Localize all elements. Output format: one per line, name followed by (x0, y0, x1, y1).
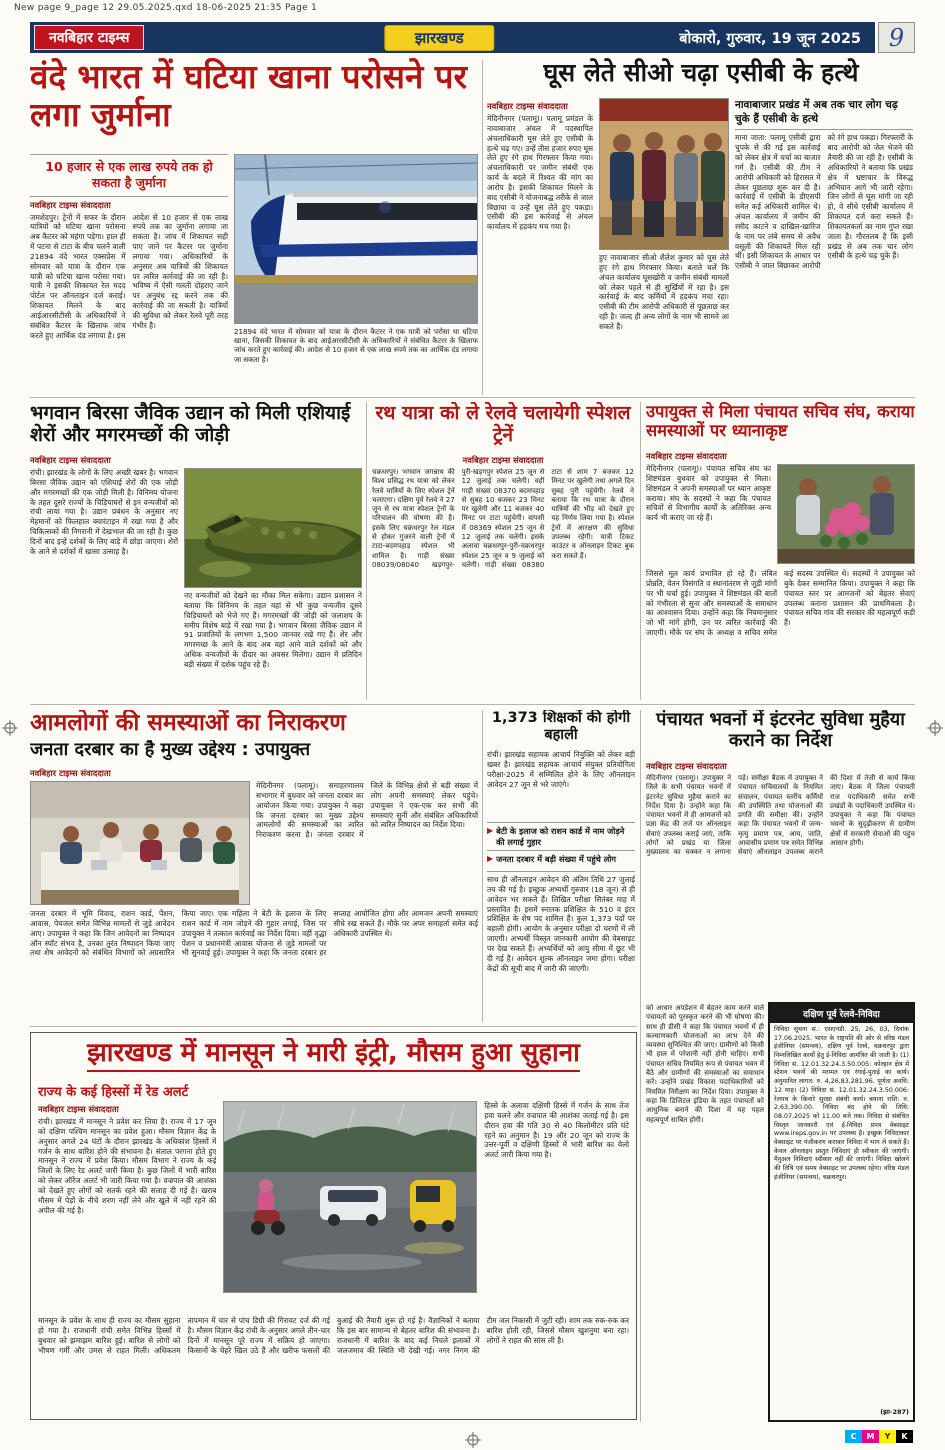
article-body: जनता दरबार में भूमि विवाद, राशन कार्ड, पेंशन, आवास, पेयजल समेत विभिन्न मामलों से जुड़े आवेदन आए। उपायुक्त ने कहा कि जिन आवेदनों का निष्पादन ऑन स्पॉट संभव है, उनका तुरंत निष्पादन किया जाए तथा शेष आवेदनों को संबंधित विभागों को अग्रसारित किया जाए। एक महिला ने बेटी के इलाज के लिए राशन कार्ड में नाम जोड़ने की गुहार लगाई, जिस पर उपायुक्त ने तत्काल कार्रवाई का निर्देश दिया। वहीं वृद्धा पेंशन व प्रधानमंत्री आवास योजना से जुड़े मामलों पर भी सुनवाई हुई। उपायुक्त ने कहा कि जनता दरबार हर सप्ताह आयोजित होगा और आमजन अपनी समस्याएं सीधे रख सकते हैं। मौके पर अपर समाहर्ता समेत कई अधिकारी उपस्थित थे। (30, 909, 478, 958)
article-body: हिस्से के अलावा दक्षिणी हिस्से में गर्जन के साथ तेज हवा चलने और वज्रपात की आशंका जताई गई है। इस दौरान हवा की गति 30 से 40 किलोमीटर प्रति घंटे रहने का अनुमान है। 19 और 20 जून को राज्य के उत्तर-पूर्वी व दक्षिणी हिस्सों में भारी बारिश का येलो अलर्ट जारी किया गया है। (484, 1101, 629, 1160)
divider (482, 60, 483, 395)
article-janta-darbar (30, 710, 478, 1022)
registration-mark-icon (927, 720, 943, 736)
article-rath-yatra-trains (372, 402, 634, 700)
rain-street-photo (223, 1101, 477, 1293)
byline: नवबिहार टाइम्स संवाददाता (487, 101, 568, 111)
article-subhead: 10 हजार से एक लाख रुपये तक हो सकता है जुर्माना (30, 154, 228, 197)
article-headline (38, 1038, 629, 1076)
cmyk-yellow-swatch: Y (879, 1430, 896, 1443)
article-headline: रथ यात्रा को ले रेलवे चलायेगी स्पेशल ट्रेनें (375, 402, 631, 447)
byline: नवबिहार टाइम्स संवाददाता (646, 761, 727, 771)
article-headline: आमलोगों की समस्याओं का निराकरण (30, 710, 346, 736)
tender-notice (768, 1002, 915, 1422)
bouquet-meeting-photo (777, 464, 915, 564)
cmyk-magenta-swatch: M (862, 1430, 879, 1443)
article-body: चक्रधरपुर। भगवान जगन्नाथ की विश्व प्रसिद्ध रथ यात्रा को लेकर रेलवे यात्रियों के लिए स्पेशल ट्रेनें चलाएगा। दक्षिण पूर्व रेलवे ने 27 जून से रथ यात्रा स्पेशल ट्रेनों के परिचालन की घोषणा की है। इसके लिए चक्रधरपुर रेल मंडल से होकर गुजरने वाली ट्रेनों में टाटा-बदमपहाड़ स्पेशल भी शामिल है। गाड़ी संख्या 08039/08040 खड़गपुर-पुरी-खड़गपुर स्पेशल 25 जून से 12 जुलाई तक चलेगी। वहीं गाड़ी संख्या 08370 बदमपहाड़ से सुबह 10 बजकर 23 मिनट पर खुलेगी और 11 बजकर 40 मिनट पर टाटा पहुंचेगी। वापसी में 08369 स्पेशल 25 जून से 12 जुलाई तक चलेगी। इसके अलावा चक्रधरपुर-पुरी-चक्रधरपुर स्पेशल 25 जून व 9 जुलाई को चलेगी। गाड़ी संख्या 08380 टाटा से शाम 7 बजकर 12 मिनट पर खुलेगी तथा अगले दिन सुबह पुरी पहुंचेगी। रेलवे ने बताया कि रथ यात्रा के दौरान यात्रियों की भीड़ को देखते हुए यह निर्णय लिया गया है। स्पेशल ट्रेनों में आरक्षण की सुविधा उपलब्ध रहेगी। यात्री टिकट काउंटर व ऑनलाइन टिकट बुक करा सकते हैं। (372, 468, 634, 569)
article-headline: 1,373 शिक्षकों की होगी बहाली (491, 710, 631, 743)
arrow-bullet-icon: ▶ (487, 826, 494, 835)
highlight-item (487, 822, 635, 850)
divider (482, 710, 483, 1022)
article-headline: उपायुक्त से मिला पंचायत सचिव संघ, कराया समस्याओं पर ध्यानाकृष्ट (646, 402, 915, 441)
print-slug-line: New page 9_page 12 29.05.2025.qxd 18-06-2025 21:35 Page 1 (14, 3, 318, 13)
article-headline: भगवान बिरसा जैविक उद्यान को मिली एशियाई शेरों और मगरमच्छों की जोड़ी (30, 402, 351, 447)
cmyk-registration-bar (845, 1430, 913, 1443)
registration-mark-icon (2, 720, 18, 736)
article-body: रांची। झारखंड में मानसून ने प्रवेश कर लिया है। राज्य में 17 जून को दक्षिण पश्चिम मानसून का प्रवेश हुआ। मौसम विज्ञान केंद्र के अनुसार अगले 24 घंटों के दौरान झारखंड के अधिकांश हिस्सों में गर्जन के साथ बारिश होने की संभावना है। संताल परगना होते हुए मानसून ने राज्य में प्रवेश किया। मौसम विभाग ने राज्य के कई जिलों के लिए रेड अलर्ट जारी किया है। कुछ जिलों में भारी बारिश को लेकर ऑरेंज अलर्ट भी जारी किया गया है। वज्रपात की आशंका को देखते हुए लोगों को सतर्क रहने की सलाह दी गई है। खराब मौसम में पेड़ों के नीचे शरण नहीं लेने और खुले में नहीं रहने की अपील की गई है। (38, 1117, 217, 1215)
article-monsoon (30, 1032, 637, 1420)
article-panchayat-internet (646, 710, 915, 1002)
article-headline: पंचायत भवनों में इंटरनेट सुविधा मुहैया कराने का निर्देश (656, 710, 905, 751)
headline-text: झारखण्ड में मानसून ने मारी इंट्री, मौसम हुआ सुहाना (87, 1038, 580, 1072)
highlight-item (487, 850, 635, 868)
tender-reference: (झा-287) (880, 1408, 909, 1416)
photo-caption: 21894 वंदे भारत में सोमवार को यात्रा के दौरान कैटरर ने एक यात्री को परोसा था घटिया खाना, जिसकी शिकायत के बाद आईआरसीटीसी के अधिकारियों ने संबंधित कैटरर के खिलाफ जांच करते हुए कार्रवाई की। आदेश से 10 हजार से एक लाख रुपये तक का आर्थिक दंड लगाया जा सकता है। (234, 327, 478, 364)
divider (640, 710, 641, 1422)
byline: नवबिहार टाइम्स संवाददाता (646, 451, 727, 461)
cmyk-cyan-swatch: C (845, 1430, 862, 1443)
article-panchayat-sachiv (646, 402, 915, 700)
article-acb-arrest (487, 58, 915, 398)
article-body: मेदिनीनगर (पलामू)। उपायुक्त ने जिले के सभी पंचायत भवनों में इंटरनेट सुविधा मुहैया कराने का निर्देश दिया है। उन्होंने कहा कि पंचायत भवनों में ही आमजनों को प्रज्ञा केंद्र की तर्ज पर ऑनलाइन सेवाएं उपलब्ध कराई जाएं, ताकि लोगों को प्रखंड या जिला मुख्यालय का चक्कर न लगाना पड़े। समीक्षा बैठक में उपायुक्त ने पंचायत सचिवालयों के नियमित संचालन, पंचायत स्तरीय कर्मियों की उपस्थिति तथा योजनाओं की प्रगति की समीक्षा की। उन्होंने कहा कि पंचायत भवनों में जन्म-मृत्यु प्रमाण पत्र, आय, जाति, आवासीय प्रमाण पत्र समेत विभिन्न सेवाएं ऑनलाइन उपलब्ध कराने की दिशा में तेजी से कार्य किया जाए। बैठक में जिला पंचायती राज पदाधिकारी समेत सभी प्रखंडों के पदाधिकारी उपस्थित थे। उपायुक्त ने कहा कि पंचायत भवनों के सुदृढ़ीकरण से ग्रामीण क्षेत्रों में सरकारी सेवाओं की पहुंच आसान होगी। (646, 774, 915, 857)
article-body: साथ ही ऑनलाइन आवेदन की अंतिम तिथि 27 जुलाई तय की गई है। इच्छुक अभ्यर्थी गुरुवार (18 जून) से ही आवेदन भर सकते हैं। लिखित परीक्षा सितंबर माह में प्रस्तावित है। इसमें स्नातक प्रशिक्षित के 510 व इंटर प्रशिक्षित के शेष पद शामिल हैं। कुल 1,373 पदों पर बहाली होगी। आयोग के अनुसार परीक्षा दो चरणों में ली जाएगी। अभ्यर्थी विस्तृत जानकारी आयोग की वेबसाइट पर देख सकते हैं। अभ्यर्थियों को आयु सीमा में छूट भी दी गई है। आवेदन शुल्क ऑनलाइन जमा होगा। परीक्षा केंद्रों की सूची बाद में जारी की जाएगी। (487, 871, 635, 1011)
article-body: मेदिनीनगर (पलामू)। समाहरणालय सभागार में बुधवार को जनता दरबार का आयोजन किया गया। उपायुक्त ने कहा कि जनता दरबार का मुख्य उद्देश्य आमलोगों की समस्याओं का त्वरित निराकरण करना है। जनता दरबार में जिले के विभिन्न क्षेत्रों से बड़ी संख्या में लोग अपनी समस्याएं लेकर पहुंचे। उपायुक्त ने एक-एक कर सभी की समस्याएं सुनीं और संबंधित अधिकारियों को त्वरित निष्पादन का निर्देश दिया। (256, 781, 478, 840)
byline: नवबिहार टाइम्स संवाददाता (462, 455, 544, 465)
article-subhead: नावाबाजार प्रखंड में अब तक चार लोग चढ़ चुके हैं एसीबी के हत्थे (735, 98, 913, 130)
divider (30, 1026, 637, 1027)
arrow-bullet-icon: ▶ (487, 854, 494, 864)
tender-title: दक्षिण पूर्व रेलवे-निविदा (770, 1004, 913, 1023)
article-panchayat-internet-continuation (646, 1004, 764, 1420)
article-vande-bharat (30, 58, 478, 398)
acb-arrest-photo (599, 98, 729, 250)
article-body: मेदिनीनगर (पलामू)। पंचायत सचिव संघ का शिष्टमंडल बुधवार को उपायुक्त से मिला। शिष्टमंडल ने अपनी समस्याओं पर ध्यान आकृष्ट कराया। संघ के सदस्यों ने कहा कि पंचायत सचिवों से विभागीय कार्यों के अतिरिक्त अन्य कार्य भी कराए जा रहे हैं। (646, 464, 771, 523)
article-body: रांची। झारखंड के लोगों के लिए अच्छी खबर है। भगवान बिरसा जैविक उद्यान को एशियाई शेरों की एक जोड़ी और मगरमच्छों की एक जोड़ी मिली है। विनिमय योजना के तहत दूसरे राज्यों के चिड़ियाघरों से इन वन्यजीवों को रांची लाया गया है। उद्यान प्रबंधन के अनुसार नए मेहमानों को फिलहाल क्वारंटाइन में रखा गया है और चिकित्सकों की निगरानी में देखभाल की जा रही है। कुछ दिनों बाद इन्हें दर्शकों के लिए बाड़े में छोड़ा जाएगा। शेरों के आने से दर्शकों में खासा उत्साह है। (30, 468, 178, 556)
byline: नवबिहार टाइम्स संवाददाता (30, 768, 111, 778)
article-subheadline: जनता दरबार का है मुख्य उद्देश्य : उपायुक्त (30, 740, 311, 760)
article-body: रांची। झारखंड सहायक आचार्य नियुक्ति को लेकर बड़ी खबर है। झारखंड सहायक आचार्य संयुक्त प्रतियोगिता परीक्षा-2025 में सम्मिलित होने के लिए ऑनलाइन आवेदन 27 जून से भरे जाएंगे। (487, 750, 635, 789)
byline: नवबिहार टाइम्स संवाददाता (38, 1104, 119, 1114)
article-body: नए वन्यजीवों को देखने का मौका मिल सकेगा। उद्यान प्रशासन ने बताया कि विनिमय के तहत यहां से भी कुछ वन्यजीव दूसरे चिड़ियाघरों को भेजे गए हैं। मगरमच्छों की जोड़ी को जलाशय के समीप विशेष बाड़े में रखा गया है। भगवान बिरसा जैविक उद्यान में 91 प्रजातियों के लगभग 1,500 जानवर रखे गए हैं। शेर और मगरमच्छ के आने के बाद अब यहां आने वाले दर्शकों को और अधिक वन्यजीवों के दीदार का अवसर मिलेगा। उद्यान में प्रतिदिन बड़ी संख्या में दर्शक पहुंच रहे हैं। (184, 591, 362, 669)
divider (30, 704, 915, 705)
article-body: जिससे मूल कार्य प्रभावित हो रहे हैं। लंबित प्रोन्नति, वेतन विसंगति व स्थानांतरण से जुड़ी मांगों पर भी चर्चा हुई। उपायुक्त ने शिष्टमंडल की बातों को गंभीरता से सुना और समस्याओं के समाधान का आश्वासन दिया। उन्होंने कहा कि नियमानुसार जो भी मांगें होंगी, उन पर त्वरित कार्रवाई की जाएगी। मौके पर संघ के अध्यक्ष व सचिव समेत कई सदस्य उपस्थित थे। सदस्यों ने उपायुक्त को बुके देकर सम्मानित किया। उपायुक्त ने कहा कि पंचायत स्तर पर आमजनों को बेहतर सेवाएं उपलब्ध कराना प्रशासन की प्राथमिकता है। पंचायत सचिव गांव की सरकार की महत्वपूर्ण कड़ी हैं। (646, 569, 915, 638)
byline: नवबिहार टाइम्स संवाददाता (30, 455, 111, 465)
registration-mark-icon (465, 1432, 481, 1448)
masthead-bar (30, 22, 875, 53)
article-teacher-recruitment (487, 710, 635, 1022)
cmyk-black-swatch: K (896, 1430, 913, 1443)
dateline: बोकारो, गुरुवार, 19 जून 2025 (679, 30, 861, 47)
paper-name: नवबिहार टाइम्स (34, 25, 144, 50)
article-headline: वंदे भारत में घटिया खाना परोसने पर लगा जुर्माना (30, 58, 468, 135)
article-body: मानसून के प्रवेश के साथ ही राज्य का मौसम सुहाना हो गया है। राजधानी रांची समेत विभिन्न हिस्सों में बुधवार को झमाझम बारिश हुई। बारिश से लोगों को भीषण गर्मी और उमस से राहत मिली। अधिकतम तापमान में चार से पांच डिग्री की गिरावट दर्ज की गई है। मौसम विज्ञान केंद्र रांची के अनुसार अगले तीन-चार दिनों में मानसून पूरे राज्य में सक्रिय हो जाएगा। किसानों के चेहरे खिल उठे हैं और खरीफ फसलों की बुआई की तैयारी शुरू हो गई है। वैज्ञानिकों ने बताया कि इस बार सामान्य से बेहतर बारिश की संभावना है। राजधानी में बारिश के बाद कई निचले इलाकों में जलजमाव की स्थिति भी देखी गई। नगर निगम की टीम जल निकासी में जुटी रही। शाम तक रुक-रुक कर बारिश होती रही, जिससे मौसम खुशनुमा बना रहा। लोगों ने राहत की सांस ली है। (38, 1316, 629, 1355)
article-body: माना जाता: पलामू एसीबी द्वारा चुपके से की गई इस कार्रवाई को लेकर क्षेत्र में चर्चा का बाजार गर्म है। एसीबी की टीम ने आरोपी अधिकारी को हिरासत में लेकर पूछताछ शुरू कर दी है। कार्रवाई में एसीबी के डीएसपी समेत कई अधिकारी शामिल थे। अंचल कार्यालय में जमीन की रसीद काटने व दाखिल-खारिज के नाम पर लंबे समय से अवैध वसूली की शिकायतें मिल रही थीं। इसी शिकायत के आधार पर एसीबी ने जाल बिछाकर आरोपी को रंगे हाथ पकड़ा। गिरफ्तारी के बाद आरोपी को जेल भेजने की तैयारी की जा रही है। एसीबी के अधिकारियों ने बताया कि प्रखंड क्षेत्र में भ्रष्टाचार के विरुद्ध अभियान आगे भी जारी रहेगा। जिन लोगों से घूस मांगी जा रही हो, वे सीधे एसीबी कार्यालय में शिकायत दर्ज करा सकते हैं। शिकायतकर्ता का नाम गुप्त रखा जाता है। गौरतलब है कि इसी प्रखंड से अब तक चार लोग एसीबी के हत्थे चढ़ चुके हैं। (735, 133, 913, 271)
tender-body: निविदा सूचना सं.: एसएनडी. 25, 26, 03, दिनांक 17.06.2025. भारत के राष्ट्रपति की ओर से वरिष्ठ मंडल इंजीनियर (समन्वय), दक्षिण पूर्व रेलवे, चक्रधरपुर द्वारा निम्नलिखित कार्यों हेतु ई-निविदा आमंत्रित की जाती है। (1) निविदा सं. 12.01.32.24.3.50.005: कोल्हान क्षेत्र में स्टेशन भवनों की मरम्मत एवं रंगाई-पुताई का कार्य। अनुमानित लागत: रु. 4,26,83,281.96. पूर्णता अवधि: 12 माह। (2) निविदा सं. 12.01.32.24.3.50.006: रेलपथ के किनारे सुरक्षा संबंधी कार्य। बयाना राशि: रु. 2,63,390.00. निविदा बंद होने की तिथि: 08.07.2025 को 11.00 बजे तक। निविदा से संबंधित विस्तृत जानकारी एवं ई-निविदा प्रपत्र वेबसाइट www.ireps.gov.in पर उपलब्ध है। इच्छुक निविदाकार वेबसाइट पर पंजीकरण कराकर निविदा में भाग ले सकते हैं। केवल ऑनलाइन प्रस्तुत निविदाएं ही स्वीकार की जाएंगी। मैनुअल निविदाएं स्वीकार नहीं की जाएंगी। निविदा खोलने की तिथि एवं समय वेबसाइट पर उपलब्ध रहेगा। वरिष्ठ मंडल इंजीनियर (समन्वय), चक्रधरपुर। (774, 1026, 909, 1181)
crocodile-photo (184, 468, 362, 588)
article-body: मेदिनीनगर (पलामू)। पलामू प्रमंडल के नावाबाजार अंचल में पदस्थापित अंचलाधिकारी घूस लेते हुए एसीबी के हत्थे चढ़ गए। उन्हें तीस हजार रुपए घूस लेते हुए रंगे हाथ गिरफ्तार किया गया। अंचलाधिकारी पर जमीन संबंधी एक कार्य के बदले में रिश्वत की मांग का आरोप है। इसकी शिकायत मिलने के बाद एसीबी ने योजनाबद्ध तरीके से जाल बिछाया व उन्हें घूस लेते हुए पकड़ा। एसीबी की इस कार्रवाई से अंचल कार्यालय में हड़कंप मच गया है। (487, 114, 593, 232)
article-biological-park (30, 402, 362, 700)
article-body: जमशेदपुर। ट्रेनों में सफर के दौरान यात्रियों को घटिया खाना परोसना अब कैटरर को महंगा पड़ेगा। हाल ही में पटना से टाटा के बीच चलने वाली 21894 वंदे भारत एक्सप्रेस में सोमवार को यात्रा के दौरान एक यात्री को घटिया खाना परोसा गया। यात्री ने इसकी शिकायत रेल मदद पोर्टल पर ऑनलाइन दर्ज कराई। शिकायत मिलने के बाद आईआरसीटीसी के अधिकारियों ने संबंधित कैटरर के खिलाफ जांच करते हुए आर्थिक दंड लगाया है। इस आदेश से 10 हजार से एक लाख रुपये तक का जुर्माना लगाया जा सकता है। जांच में शिकायत सही पाए जाने पर कैटरर पर जुर्माना लगाया गया। अधिकारियों के अनुसार अब यात्रियों की शिकायत पर त्वरित कार्रवाई की जा रही है। भविष्य में ऐसी गलती दोहराए जाने पर अनुबंध रद्द करने तक की कार्रवाई की जा सकती है। यात्रियों की सुविधा को लेकर रेलवे पूरी तरह गंभीर है। (30, 212, 228, 340)
page-number: 9 (878, 22, 915, 53)
vande-bharat-train-photo (234, 154, 478, 324)
article-body: हुए नावाबाजार सीओ शैलेश कुमार को घूस लेते हुए रंगे हाथ गिरफ्तार किया। बताते चलें कि अंचल कार्यालय घूसखोरी व जमीन संबंधी मामलों को लेकर पहले से ही सुर्खियों में रहा है। इस कार्रवाई के बाद कर्मियों में हड़कंप मचा रहा। एसीबी की टीम आरोपी अधिकारी से पूछताछ कर रही है। जल्द ही अन्य लोगों के नाम भी सामने आ सकते हैं। (599, 253, 729, 331)
divider (366, 402, 367, 700)
byline: नवबिहार टाइम्स संवाददाता (30, 199, 111, 210)
article-subhead: राज्य के कई हिस्सों में रेड अलर्ट (38, 1085, 189, 1100)
article-body: को आधार अपडेशन में बेहतर काम करने वाले पंचायतों को पुरस्कृत करने की भी घोषणा की। साथ ही डीसी ने कहा कि पंचायत भवनों में ही कल्याणकारी योजनाओं का लाभ देने की व्यवस्था सुनिश्चित की जाए। ग्रामीणों को किसी भी हाल में परेशानी नहीं होनी चाहिए। सभी पंचायत सचिव नियमित रूप से पंचायत भवन में बैठें और ग्रामीणों की समस्याओं का समाधान करें। उन्होंने प्रखंड विकास पदाधिकारियों को नियमित निरीक्षण का निर्देश दिया। उपायुक्त ने कहा कि डिजिटल इंडिया के तहत पंचायतों को आधुनिक बनाने की दिशा में यह पहल महत्वपूर्ण साबित होगी। (646, 1004, 764, 1124)
meeting-photo (30, 781, 250, 905)
highlight-text: बेटी के इलाज को राशन कार्ड में नाम जोड़ने की लगाई गुहार (496, 826, 625, 847)
edition-badge: झारखण्ड (384, 25, 495, 51)
article-headline: घूस लेते सीओ चढ़ा एसीबी के हत्थे (543, 58, 859, 87)
divider (640, 402, 641, 700)
highlight-text: जनता दरबार में बड़ी संख्या में पहुंचे लोग (496, 854, 616, 865)
